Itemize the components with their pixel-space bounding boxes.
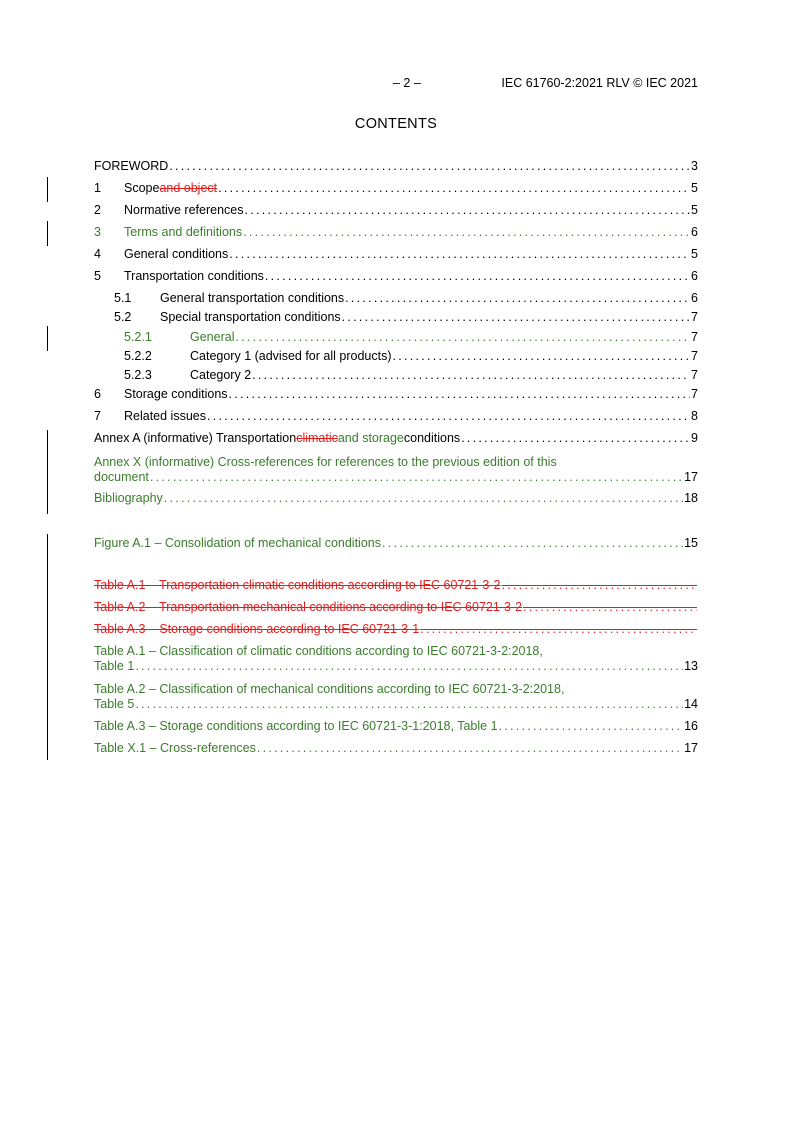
inserted-text: and storage — [337, 431, 404, 445]
toc-entry-annex-a[interactable]: Annex A (informative) Transportation climatic and storage conditions . . . 9 — [94, 431, 698, 446]
leader-dots — [461, 431, 690, 446]
leader-dots — [218, 181, 690, 196]
toc-entry-category-2[interactable]: 5.2.3 Category 2 . . . 7 — [94, 368, 698, 383]
change-bar — [47, 221, 48, 246]
leader-dots — [392, 349, 690, 364]
toc-entry-normative-references[interactable]: 2 Normative references . . . 5 — [94, 203, 698, 218]
leader-dots — [257, 741, 683, 756]
deleted-text: and object — [159, 181, 218, 195]
page-header — [94, 76, 698, 92]
toc-entry-category-1[interactable]: 5.2.2 Category 1 (advised for all products) . . . 7 — [94, 349, 698, 364]
document-reference: IEC 61760-2:2021 RLV © IEC 2021 — [501, 76, 698, 90]
toc-entry-deleted-table-a1[interactable]: Table A.1 – Transportation climatic conditions according to IEC 60721-3-2 . . . — [94, 578, 698, 593]
leader-dots — [207, 409, 690, 424]
leader-dots — [164, 491, 683, 506]
page-number: – 2 – — [393, 76, 421, 90]
toc-entry-table-a1[interactable]: Table A.1 – Classification of climatic conditions according to IEC 60721-3-2:2018, Table 1 . . . 13 — [94, 644, 698, 674]
toc-entry-general-transportation[interactable]: 5.1 General transportation conditions . . . 6 — [94, 291, 698, 306]
change-bar — [47, 430, 48, 514]
toc-entry-table-x1[interactable]: Table X.1 – Cross-references . . . 17 — [94, 741, 698, 756]
leader-dots — [342, 310, 690, 325]
leader-dots — [420, 622, 697, 637]
change-bar — [47, 534, 48, 760]
toc-entry-foreword[interactable]: FOREWORD . . . 3 — [94, 159, 698, 174]
toc-entry-figure-a1[interactable]: Figure A.1 – Consolidation of mechanical conditions . . . 15 — [94, 536, 698, 551]
change-bar — [47, 177, 48, 202]
toc-entry-related-issues[interactable]: 7 Related issues . . . 8 — [94, 409, 698, 424]
toc-entry-transportation-conditions[interactable]: 5 Transportation conditions . . . 6 — [94, 269, 698, 284]
toc-entry-deleted-table-a2[interactable]: Table A.2 – Transportation mechanical conditions according to IEC 60721-3-2 . . . — [94, 600, 698, 615]
leader-dots — [265, 269, 690, 284]
leader-dots — [135, 697, 683, 712]
leader-dots — [169, 159, 690, 174]
leader-dots — [235, 330, 690, 345]
leader-dots — [135, 659, 683, 674]
deleted-text: climatic — [296, 431, 338, 445]
toc-entry-scope[interactable]: 1 Scope and object . . . 5 — [94, 181, 698, 196]
leader-dots — [229, 247, 690, 262]
toc-entry-general[interactable]: 5.2.1 General . . . 7 — [94, 330, 698, 345]
leader-dots — [229, 387, 691, 402]
leader-dots — [150, 470, 683, 485]
leader-dots — [382, 536, 683, 551]
toc-entry-storage-conditions[interactable]: 6 Storage conditions . . . 7 — [94, 387, 698, 402]
toc-entry-general-conditions[interactable]: 4 General conditions . . . 5 — [94, 247, 698, 262]
toc-entry-bibliography[interactable]: Bibliography . . . 18 — [94, 491, 698, 506]
leader-dots — [499, 719, 684, 734]
leader-dots — [345, 291, 690, 306]
toc-entry-table-a3[interactable]: Table A.3 – Storage conditions according to IEC 60721-3-1:2018, Table 1 . . . 16 — [94, 719, 698, 734]
leader-dots — [252, 368, 690, 383]
toc-entry-terms-definitions[interactable]: 3 Terms and definitions . . . 6 — [94, 225, 698, 240]
toc-entry-table-a2[interactable]: Table A.2 – Classification of mechanical conditions according to IEC 60721-3-2:2018, Table 5 . . . 14 — [94, 682, 698, 712]
leader-dots — [523, 600, 697, 615]
leader-dots — [501, 578, 697, 593]
change-bar — [47, 326, 48, 351]
leader-dots — [245, 203, 691, 218]
toc-entry-annex-x[interactable]: Annex X (informative) Cross-references for references to the previous edition of this document . . . 17 — [94, 455, 698, 485]
toc-entry-deleted-table-a3[interactable]: Table A.3 – Storage conditions according to IEC 60721-3-1 . . . — [94, 622, 698, 637]
page-title: CONTENTS — [354, 116, 438, 132]
leader-dots — [243, 225, 690, 240]
toc-entry-special-transportation[interactable]: 5.2 Special transportation conditions . . . 7 — [94, 310, 698, 325]
